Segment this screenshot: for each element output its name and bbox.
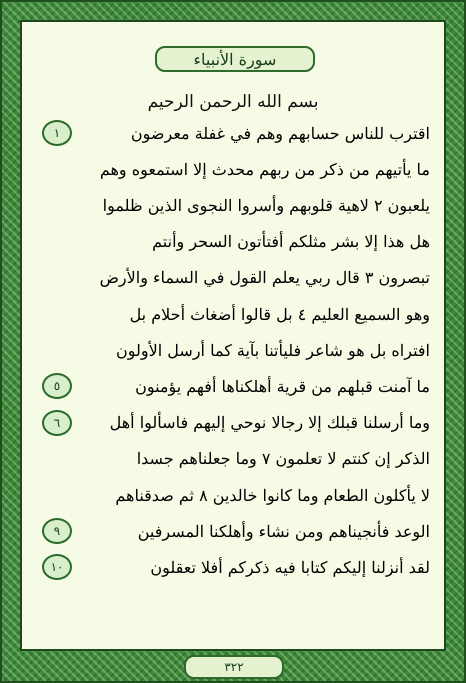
- verse-line-text: وما أرسلنا قبلك إلا رجالا نوحي إليهم فاسألوا أهل: [109, 413, 430, 433]
- verse-line: [36, 478, 430, 512]
- verse-line: [36, 550, 430, 584]
- ayah-number-badge: ٦: [42, 410, 72, 436]
- ayah-number-badge: ١: [42, 120, 72, 146]
- verse-line-text: الوعد فأنجيناهم ومن نشاء وأهلكنا المسرفين: [137, 521, 430, 541]
- verse-line-text: وهو السميع العليم ٤ بل قالوا أضغاث أحلام بل: [129, 304, 430, 324]
- verse-line-text: ما آمنت قبلهم من قرية أهلكناها أفهم يؤمنون: [135, 376, 430, 396]
- verse-line-text: هل هذا إلا بشر مثلكم أفتأتون السحر وأنتم: [152, 232, 430, 252]
- verse-line: [36, 225, 430, 259]
- page-number: [184, 655, 284, 679]
- verse-line: [36, 116, 430, 150]
- verse-line: [36, 297, 430, 331]
- verse-line-text: الذكر إن كنتم لا تعلمون ٧ وما جعلناهم جسدا: [136, 449, 430, 469]
- verse-line: [36, 333, 430, 367]
- verse-line-text: يلعبون ٢ لاهية قلوبهم وأسروا النجوى الذين ظلموا: [102, 195, 430, 215]
- verse-line-text: تبصرون ٣ قال ربي يعلم القول في السماء والأرض: [99, 268, 430, 288]
- verse-line-text: اقترب للناس حسابهم وهم في غفلة معرضون: [130, 123, 430, 143]
- verse-line-text: ما يأتيهم من ذكر من ربهم محدث إلا استمعوه وهم: [99, 159, 430, 179]
- surah-title-text: سورة الأنبياء: [193, 49, 277, 69]
- verse-line: [36, 152, 430, 186]
- ayah-number-badge: ١٠: [42, 554, 72, 580]
- ayah-number-badge: ٥: [42, 373, 72, 399]
- verse-line: [36, 369, 430, 403]
- verse-line: [36, 261, 430, 295]
- verse-line-text: لا يأكلون الطعام وما كانوا خالدين ٨ ثم صدقناهم: [115, 485, 430, 505]
- surah-title: [155, 46, 315, 72]
- verse-line-text: افتراه بل هو شاعر فليأتنا بآية كما أرسل الأولون: [116, 340, 430, 360]
- basmala: بسم الله الرحمن الرحيم: [147, 92, 319, 112]
- verse-line: [36, 406, 430, 440]
- verse-line: [36, 188, 430, 222]
- ayah-number-badge: ٩: [42, 518, 72, 544]
- verse-line-text: لقد أنزلنا إليكم كتابا فيه ذكركم أفلا تعقلون: [150, 557, 430, 577]
- verse-line: [36, 442, 430, 476]
- verse-line: [36, 514, 430, 548]
- page-number-text: ٣٢٢: [224, 660, 244, 674]
